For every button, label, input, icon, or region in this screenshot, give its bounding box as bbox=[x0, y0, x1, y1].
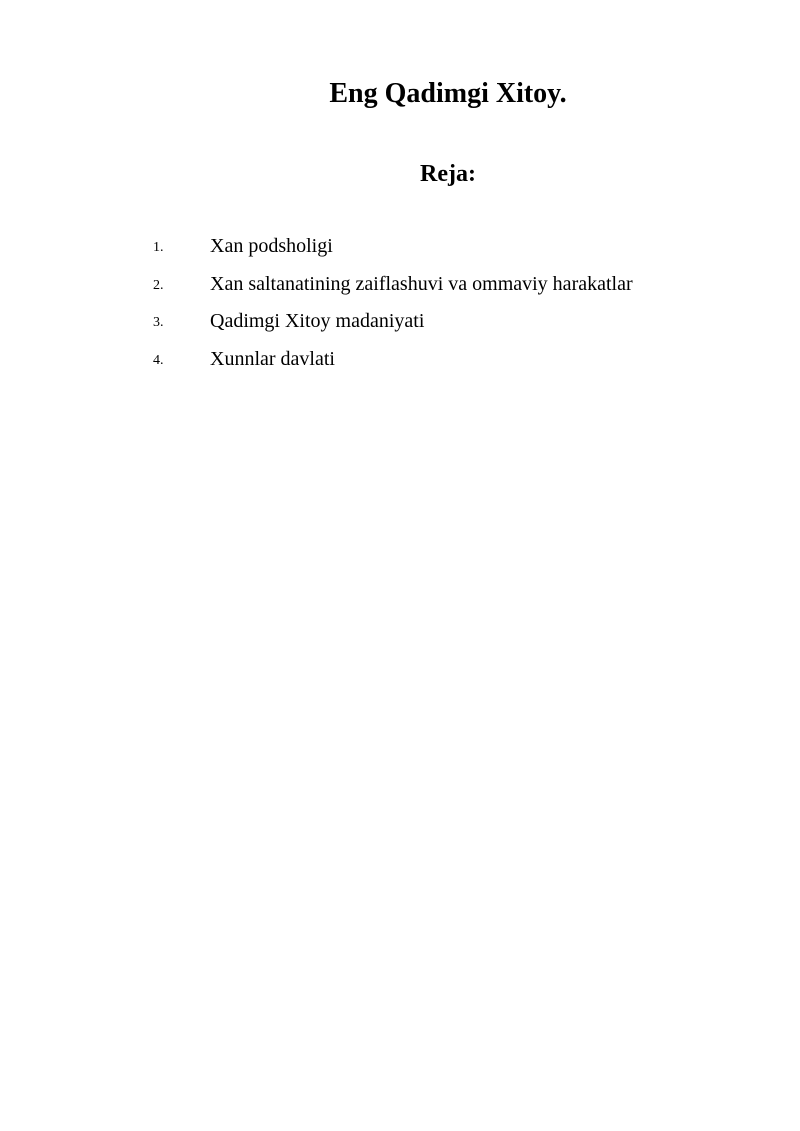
list-item-number: 3. bbox=[153, 315, 164, 330]
list-item bbox=[0, 268, 800, 306]
list-item-number: 1. bbox=[153, 240, 164, 255]
list-item-number: 2. bbox=[153, 277, 164, 293]
list-item bbox=[0, 305, 800, 343]
plan-heading: Reja: bbox=[420, 161, 476, 187]
list-item-text: Xan podsholigi bbox=[210, 235, 333, 257]
document-title: Eng Qadimgi Xitoy. bbox=[329, 78, 567, 109]
list-item-text: Xunnlar davlati bbox=[210, 347, 335, 370]
list-item bbox=[0, 343, 800, 381]
list-item-text: Xan saltanatining zaiflashuvi va ommaviy harakatlar bbox=[210, 272, 633, 295]
list-item bbox=[0, 230, 800, 268]
list-item-text: Qadimgi Xitoy madaniyati bbox=[210, 310, 425, 332]
list-item-number: 4. bbox=[153, 352, 164, 368]
plan-list bbox=[0, 230, 800, 380]
